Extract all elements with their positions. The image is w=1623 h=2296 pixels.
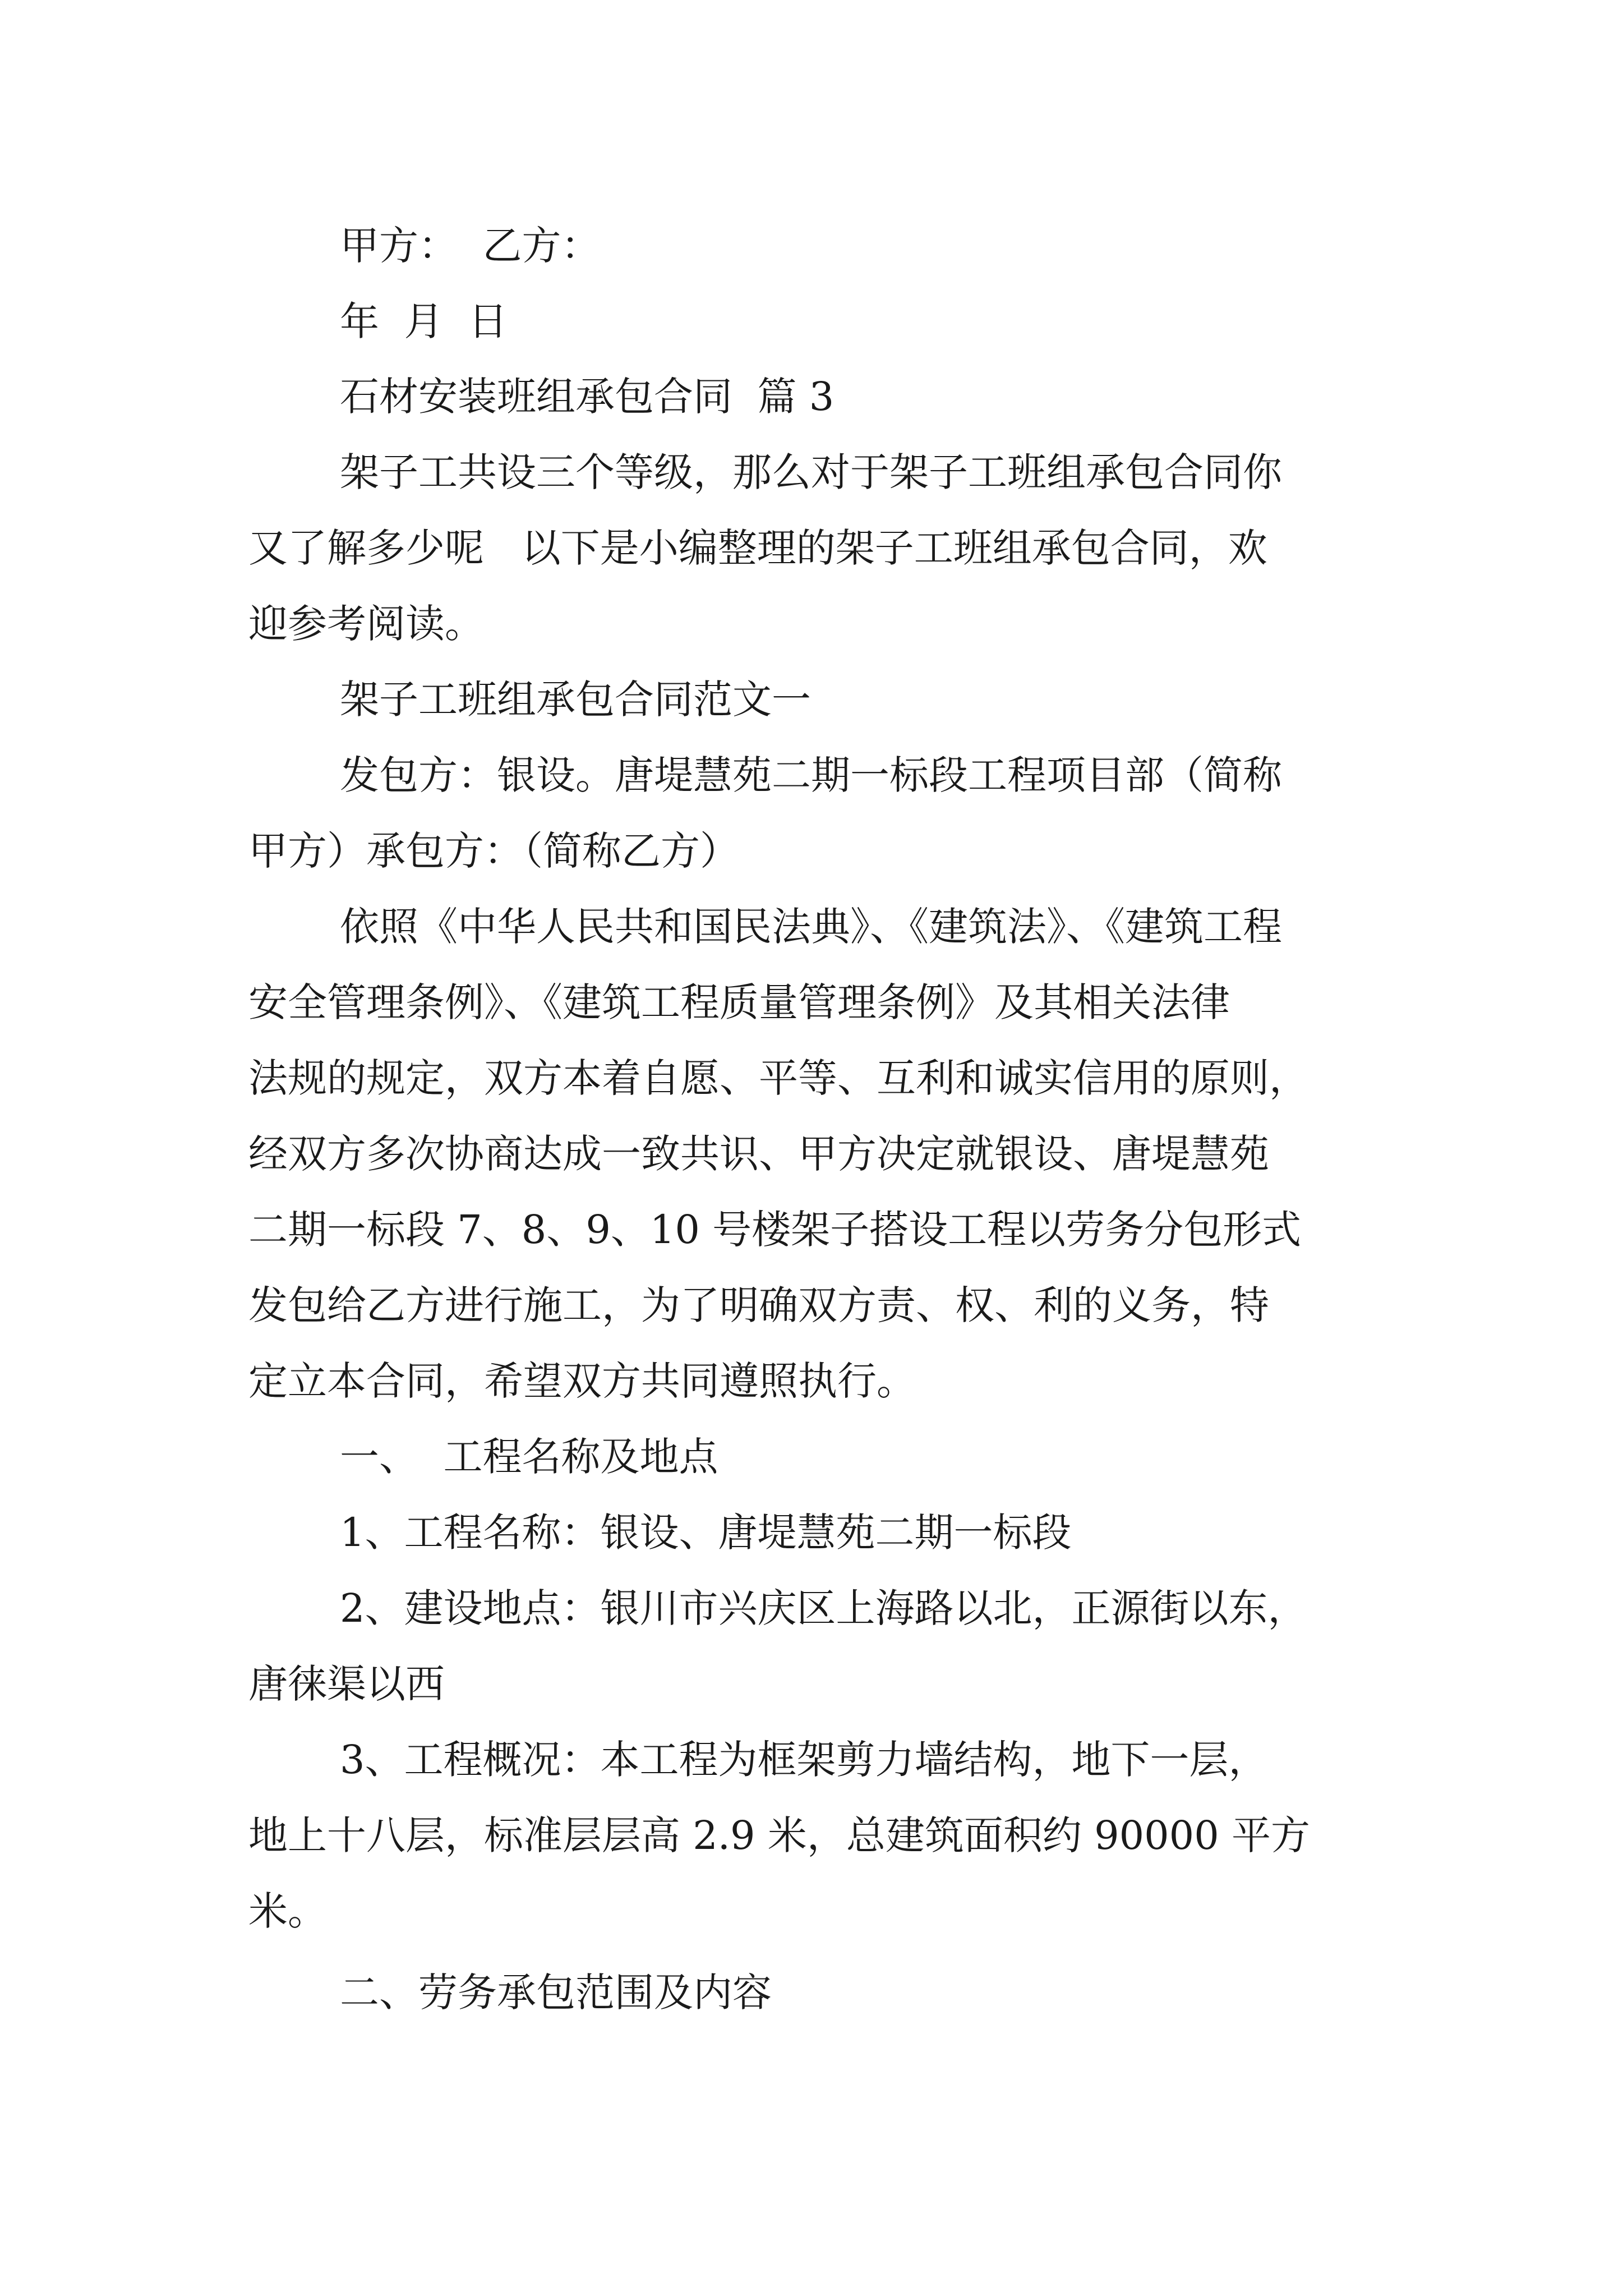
text-line: 唐徕渠以西 — [248, 1661, 445, 1707]
text-line: 二期一标段 7、8、9、10 号楼架子搭设工程以劳务分包形式 — [248, 1207, 1302, 1253]
text-line: 迎参考阅读。 — [248, 601, 484, 647]
section-heading: 一、 工程名称及地点 — [340, 1434, 718, 1480]
text-line: 米。 — [248, 1888, 327, 1934]
section-heading: 二、劳务承包范围及内容 — [340, 1970, 772, 2016]
section-heading: 架子工班组承包合同范文一 — [340, 677, 811, 723]
text-line: 地上十八层，标准层层高 2.9 米，总建筑面积约 90000 平方 — [248, 1812, 1311, 1858]
text-line: 3、工程概况：本工程为框架剪力墙结构，地下一层， — [340, 1737, 1268, 1783]
text-line: 甲方： 乙方： — [340, 223, 601, 269]
text-line: 又了解多少呢 以下是小编整理的架子工班组承包合同，欢 — [248, 525, 1267, 571]
text-line: 发包方：银设。唐堤慧苑二期一标段工程项目部（简称 — [340, 752, 1282, 798]
text-line: 发包给乙方进行施工，为了明确双方责、权、利的义务，特 — [248, 1282, 1269, 1328]
text-line: 法规的规定，双方本着自愿、平等、互利和诚实信用的原则， — [248, 1055, 1308, 1101]
text-line: 经双方多次协商达成一致共识、甲方决定就银设、唐堤慧苑 — [248, 1131, 1269, 1177]
text-line: 安全管理条例》、《建筑工程质量管理条例》及其相关法律 — [248, 979, 1230, 1025]
text-line: 定立本合同，希望双方共同遵照执行。 — [248, 1358, 916, 1404]
section-heading: 石材安装班组承包合同 篇 3 — [340, 374, 834, 420]
text-line: 年 月 日 — [340, 298, 508, 344]
text-line: 甲方）承包方：（简称乙方） — [248, 828, 739, 874]
text-line: 架子工共设三个等级，那么对于架子工班组承包合同你 — [340, 449, 1282, 495]
text-line: 依照《中华人民共和国民法典》、《建筑法》、《建筑工程 — [340, 904, 1282, 950]
text-line: 1、工程名称：银设、唐堤慧苑二期一标段 — [340, 1510, 1072, 1556]
text-line: 2、建设地点：银川市兴庆区上海路以北，正源街以东， — [340, 1585, 1307, 1631]
